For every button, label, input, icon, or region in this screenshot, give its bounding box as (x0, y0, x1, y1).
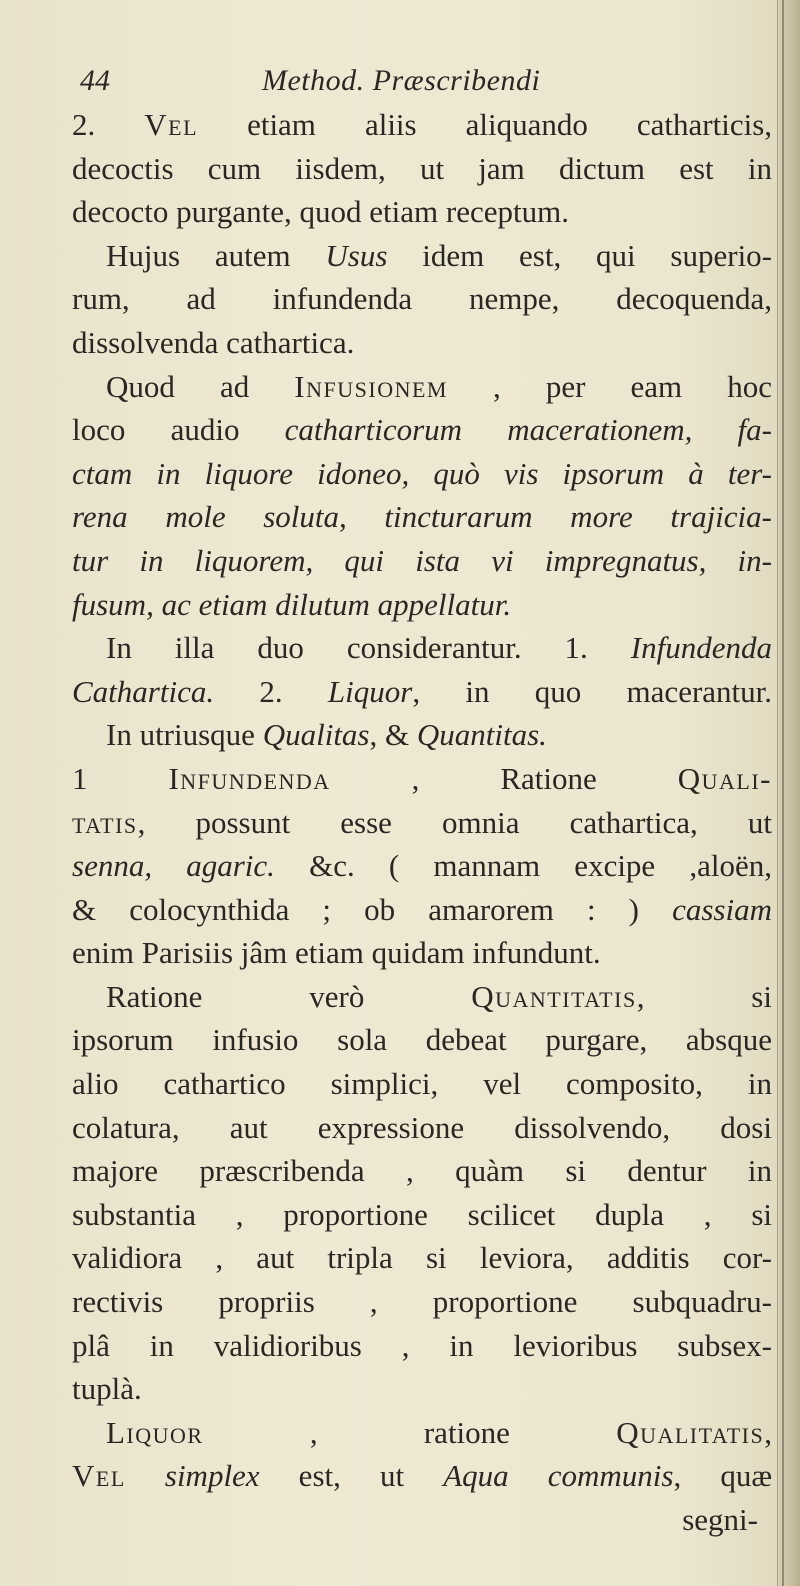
text-line (72, 931, 772, 975)
text-segment: Infundenda (168, 760, 331, 796)
text-segment: rena mole soluta, tincturarum more trajicia- (72, 499, 772, 535)
text-segment: fusum, ac etiam dilutum appellatur. (72, 586, 512, 622)
body-text (72, 103, 772, 1542)
text-line (72, 234, 772, 278)
text-segment: rectivis propriis , proportione subquadru- (72, 1284, 772, 1320)
text-segment: simplex (164, 1458, 260, 1494)
text-segment: Liquor (106, 1414, 204, 1450)
text-line (72, 103, 772, 147)
text-segment: Quantitas. (416, 717, 547, 753)
text-segment: tur in liquorem, qui ista vi impregnatus, in- (72, 542, 772, 578)
text-segment: 1 (72, 760, 169, 796)
text-segment: &c. ( mannam excipe ,aloën, (274, 848, 772, 884)
catchword (72, 1498, 772, 1542)
text-segment: Ratione verò (106, 978, 472, 1014)
text-line (72, 757, 772, 801)
text-segment: , per eam hoc (447, 368, 772, 404)
text-line (72, 801, 772, 845)
text-segment: idem est, qui superio- (387, 237, 772, 273)
text-line (72, 452, 772, 496)
text-segment: catharticorum macerationem, fa- (284, 412, 772, 448)
text-segment: In utriusque (106, 717, 263, 753)
page-number: 44 (80, 64, 110, 97)
text-segment: Hujus autem (106, 237, 326, 273)
text-line (72, 147, 772, 191)
text-segment: validiora , aut tripla si leviora, additis cor- (72, 1240, 772, 1276)
text-segment: , si (636, 978, 772, 1014)
page-edge-shadow (782, 0, 784, 1586)
text-segment: , quæ (673, 1458, 772, 1494)
text-segment: alio cathartico simplici, vel composito, in (72, 1066, 772, 1102)
text-segment: cassiam (672, 891, 772, 927)
text-line (72, 1454, 772, 1498)
text-segment: , (764, 1414, 772, 1450)
text-line (72, 1280, 772, 1324)
text-segment: Infundenda (630, 630, 772, 666)
text-segment: Qualitas (262, 717, 370, 753)
text-segment: loco audio (72, 412, 285, 448)
text-segment: plâ in validioribus , in levioribus subsex- (72, 1327, 772, 1363)
text-segment: colatura, aut expressione dissolvendo, dosi (72, 1109, 772, 1145)
text-line (72, 1062, 772, 1106)
text-line (72, 277, 772, 321)
text-segment: decocto purgante, quod etiam receptum. (72, 194, 569, 230)
text-line (72, 1018, 772, 1062)
text-segment: ctam in liquore idoneo, quò vis ipsorum à ter- (72, 455, 772, 491)
text-line (72, 975, 772, 1019)
text-line (72, 495, 772, 539)
text-line (72, 888, 772, 932)
text-line (72, 1106, 772, 1150)
text-segment: 2. (214, 673, 328, 709)
text-segment (126, 1458, 165, 1493)
text-line (72, 1367, 772, 1411)
text-line (72, 670, 772, 714)
text-line (72, 626, 772, 670)
text-segment: 2. (72, 107, 145, 142)
text-segment: segni- (682, 1502, 758, 1537)
text-segment: Aqua communis (443, 1458, 674, 1494)
text-line (72, 539, 772, 583)
text-segment: Quod ad (106, 368, 295, 404)
text-segment: tuplà. (72, 1371, 142, 1407)
text-line (72, 583, 772, 627)
text-segment: Vel (144, 107, 199, 142)
text-segment: Quali- (677, 760, 772, 796)
text-segment: , & (369, 717, 417, 753)
text-segment: , Ratione (330, 760, 678, 796)
text-line (72, 1236, 772, 1280)
text-segment: Cathartica. (72, 673, 215, 709)
text-segment: Quantitatis (471, 978, 637, 1014)
page-header (72, 64, 772, 108)
page-edge (777, 0, 800, 1586)
text-line (72, 1149, 772, 1193)
text-segment: In illa duo considerantur. 1. (106, 630, 631, 666)
text-segment: , possunt esse omnia cathartica, ut (137, 804, 772, 840)
text-segment: , ratione (203, 1414, 617, 1450)
text-segment: Usus (325, 237, 388, 273)
text-segment: , in quo macerantur. (412, 673, 772, 709)
text-line (72, 365, 772, 409)
text-line (72, 408, 772, 452)
text-line (72, 844, 772, 888)
text-segment: etiam aliis aliquando catharticis, (198, 107, 772, 142)
text-line (72, 1193, 772, 1237)
text-segment: tatis (72, 804, 138, 840)
text-line (72, 713, 772, 757)
text-segment: Qualitatis (616, 1414, 765, 1450)
text-segment: Liquor (327, 673, 413, 709)
text-segment: decoctis cum iisdem, ut jam dictum est in (72, 150, 772, 186)
text-segment: substantia , proportione scilicet dupla , si (72, 1196, 772, 1232)
text-segment: Infusionem (294, 368, 448, 404)
text-segment: & colocynthida ; ob amarorem : ) (72, 891, 673, 927)
text-segment: rum, ad infundenda nempe, decoquenda, (72, 281, 772, 317)
text-segment: est, ut (259, 1458, 444, 1494)
text-line (72, 321, 772, 365)
text-segment: majore præscribenda , quàm si dentur in (72, 1153, 772, 1189)
running-title: Method. Præscribendi (262, 64, 541, 97)
text-segment: enim Parisiis jâm etiam quidam infundunt. (72, 935, 601, 971)
text-line (72, 1411, 772, 1455)
text-segment: dissolvenda cathartica. (72, 324, 355, 360)
text-line (72, 190, 772, 234)
text-segment: Vel (72, 1458, 126, 1494)
text-line (72, 1324, 772, 1368)
text-segment: senna, agaric. (72, 848, 275, 884)
text-segment: ipsorum infusio sola debeat purgare, absque (72, 1022, 772, 1058)
